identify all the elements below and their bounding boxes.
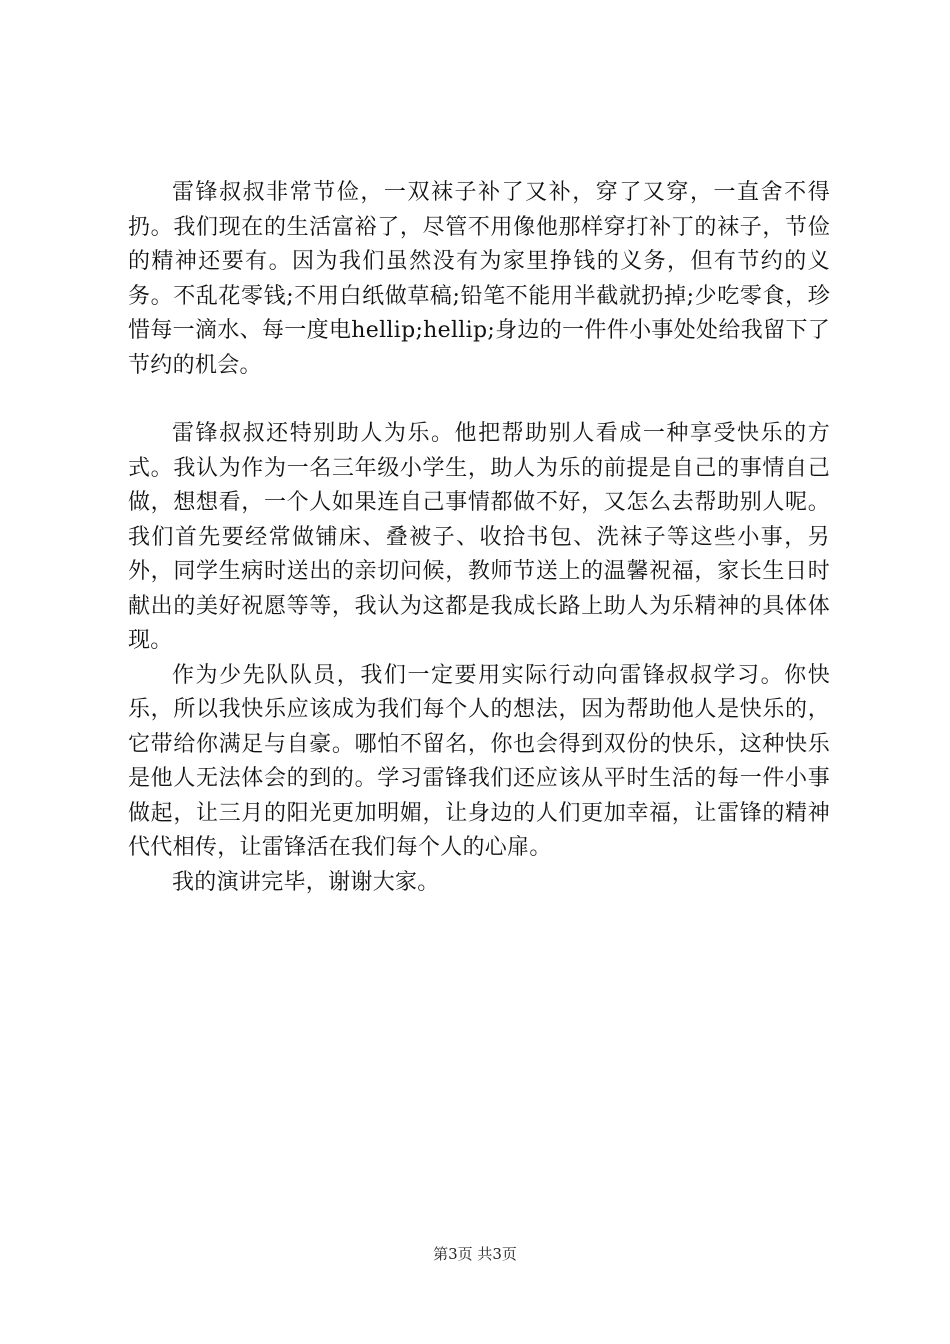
paragraph-helping-others: 雷锋叔叔还特别助人为乐。他把帮助别人看成一种享受快乐的方式。我认为作为一名三年级小学生，助人为乐的前提是自己的事情自己做，想想看，一个人如果连自己事情都做不好，又怎么去帮助别人呢。我们首先要经常做铺床、叠被子、收拾书包、洗袜子等这些小事，另外，同学生病时送出的亲切问候，教师节送上的温馨祝福，家长生日时献出的美好祝愿等等，我认为这都是我成长路上助人为乐精神的具体体现。	[128, 421, 830, 653]
document-body	[128, 176, 830, 900]
paragraph-learn-from-lei-feng: 作为少先队队员，我们一定要用实际行动向雷锋叔叔学习。你快乐，所以我快乐应该成为我们每个人的想法，因为帮助他人是快乐的，它带给你满足与自豪。哪怕不留名，你也会得到双份的快乐，这种快乐是他人无法体会的到的。学习雷锋我们还应该从平时生活的每一件小事做起，让三月的阳光更加明媚，让身边的人们更加幸福，让雷锋的精神代代相传，让雷锋活在我们每个人的心扉。	[128, 662, 830, 860]
paragraph-closing: 我的演讲完毕，谢谢大家。	[172, 869, 440, 895]
page-number-footer: 第3页 共3页	[433, 1245, 517, 1263]
paragraph-frugality: 雷锋叔叔非常节俭，一双袜子补了又补，穿了又穿，一直舍不得扔。我们现在的生活富裕了，尽管不用像他那样穿打补丁的袜子，节俭的精神还要有。因为我们虽然没有为家里挣钱的义务，但有节约的义务。不乱花零钱;不用白纸做草稿;铅笔不能用半截就扔掉;少吃零食，珍惜每一滴水、每一度电hellip;hellip;身边的一件件小事处处给我留下了节约的机会。	[128, 180, 830, 378]
